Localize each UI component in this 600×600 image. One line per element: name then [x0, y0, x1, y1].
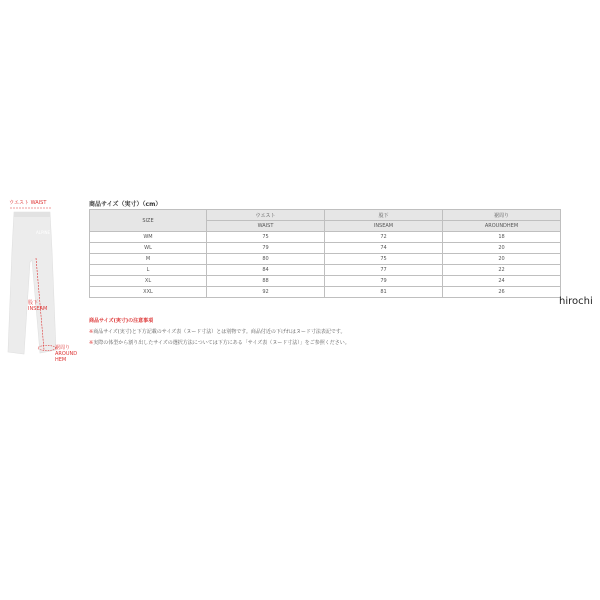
- pants-silhouette-icon: [0, 190, 95, 370]
- inseam-cell: 77: [325, 265, 443, 276]
- waist-cell: 84: [207, 265, 325, 276]
- svg-text:ALPINE: ALPINE: [36, 230, 51, 235]
- table-row: [90, 243, 561, 254]
- column-header-jp: ウエスト: [207, 210, 325, 221]
- size-table: [89, 209, 561, 298]
- table-row: [90, 232, 561, 243]
- notes-title: 商品サイズ(実寸)の注意事項: [89, 318, 154, 324]
- table-row: [90, 265, 561, 276]
- size-cell: WM: [90, 232, 207, 243]
- table-row: [90, 276, 561, 287]
- size-notes: [89, 316, 350, 349]
- waist-cell: 88: [207, 276, 325, 287]
- note-item: ※商品サイズ(実寸)と下方記載のサイズ表（ヌード寸法）とは別物です。商品付近の下げれはヌード寸法表記です。: [89, 329, 346, 335]
- size-cell: L: [90, 265, 207, 276]
- hem-cell: 20: [443, 254, 561, 265]
- column-header-jp: 股下: [325, 210, 443, 221]
- size-cell: WL: [90, 243, 207, 254]
- waist-cell: 75: [207, 232, 325, 243]
- column-header-en: INSEAM: [325, 221, 443, 232]
- inseam-cell: 81: [325, 287, 443, 298]
- hem-cell: 20: [443, 243, 561, 254]
- waist-label: ウエスト WAIST: [9, 200, 47, 206]
- note-item: ※実際の体型から割り出したサイズの選択方法については下方にある「サイズ表（ヌード寸法）」をご参照ください。: [89, 340, 350, 346]
- watermark-text: hirochi: [559, 296, 593, 307]
- column-header-jp: 裾周り: [443, 210, 561, 221]
- size-table-title: 商品サイズ（実寸）（cm）: [89, 201, 162, 208]
- column-header-en: AROUNDHEM: [443, 221, 561, 232]
- size-cell: XL: [90, 276, 207, 287]
- hem-label: 裾周り AROUND HEM: [55, 345, 78, 363]
- hem-cell: 22: [443, 265, 561, 276]
- inseam-cell: 75: [325, 254, 443, 265]
- size-header: SIZE: [90, 210, 207, 232]
- hem-cell: 26: [443, 287, 561, 298]
- size-cell: M: [90, 254, 207, 265]
- waist-cell: 79: [207, 243, 325, 254]
- table-row: [90, 287, 561, 298]
- inseam-label: 股下 INSEAM: [28, 300, 48, 312]
- inseam-cell: 74: [325, 243, 443, 254]
- waist-cell: 80: [207, 254, 325, 265]
- table-row: [90, 254, 561, 265]
- hem-cell: 24: [443, 276, 561, 287]
- hem-cell: 18: [443, 232, 561, 243]
- size-cell: XXL: [90, 287, 207, 298]
- inseam-cell: 79: [325, 276, 443, 287]
- inseam-cell: 72: [325, 232, 443, 243]
- waist-cell: 92: [207, 287, 325, 298]
- column-header-en: WAIST: [207, 221, 325, 232]
- pants-size-diagram: [0, 190, 95, 370]
